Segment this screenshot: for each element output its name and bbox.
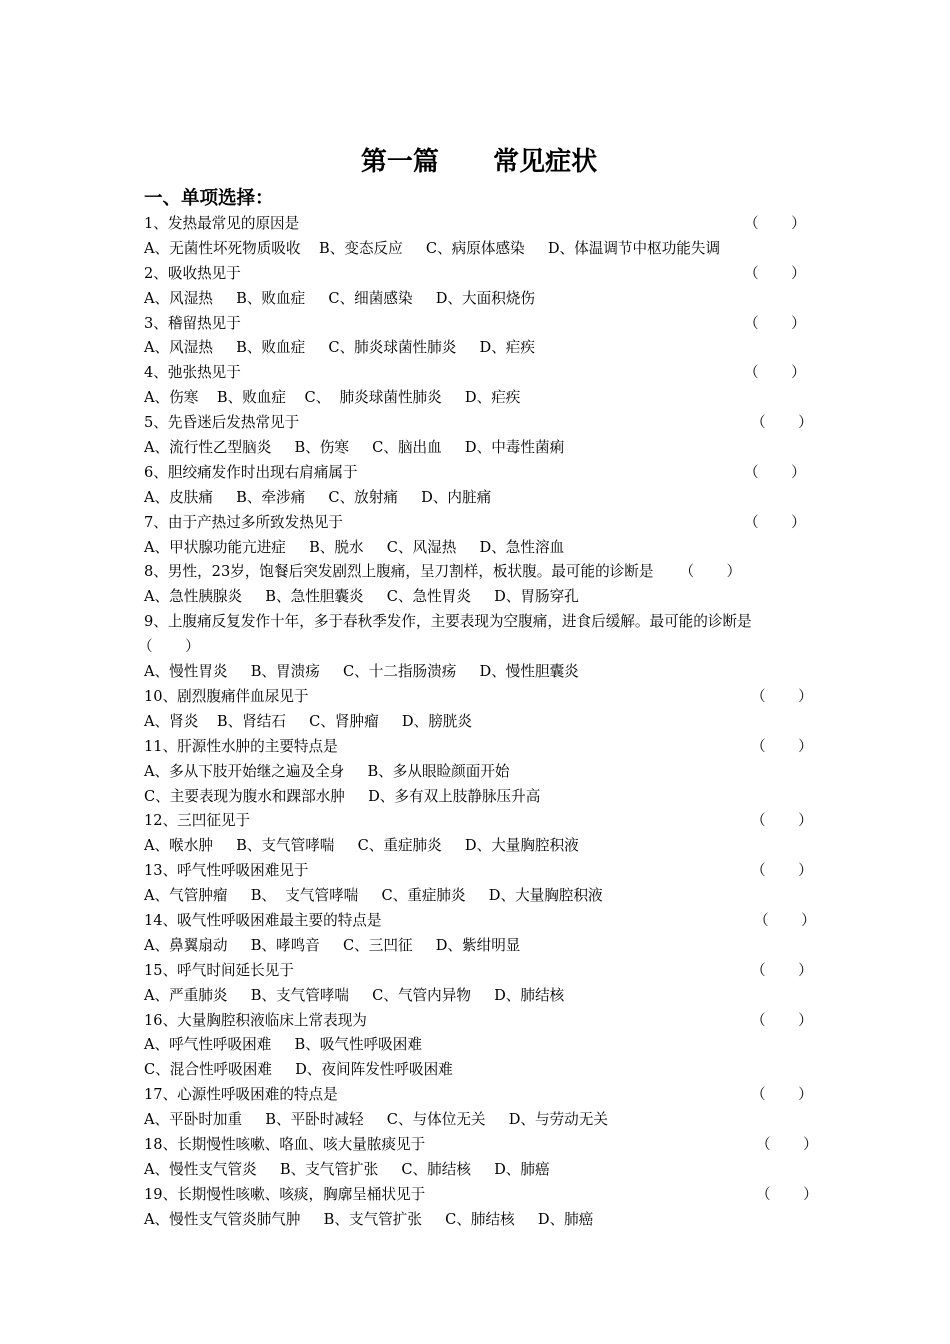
answer-options: A、气管肿瘤 B、 支气管哮喘 C、重症肺炎 D、大量胸腔积液 (144, 887, 603, 905)
question-stem (144, 959, 824, 984)
answer-options: A、急性胰腺炎 B、急性胆囊炎 C、急性胃炎 D、胃肠穿孔 (144, 588, 579, 606)
answer-options: A、多从下肢开始继之遍及全身 B、多从眼睑颜面开始 (144, 762, 510, 780)
answer-blank[interactable]: （ ） (751, 1011, 813, 1029)
question-stem (144, 685, 824, 710)
question-text: 3、稽留热见于 (144, 314, 241, 332)
answer-options: A、平卧时加重 B、平卧时减轻 C、与体位无关 D、与劳动无关 (144, 1111, 608, 1129)
question-text: 11、肝源性水肿的主要特点是 (144, 737, 338, 755)
answer-options: A、风湿热 B、败血症 C、肺炎球菌性肺炎 D、疟疾 (144, 339, 535, 357)
question-text: 13、呼气性呼吸困难见于 (144, 862, 309, 880)
answer-options: A、风湿热 B、败血症 C、细菌感染 D、大面积烧伤 (144, 289, 535, 307)
answer-blank[interactable]: （ ） (754, 911, 816, 929)
answer-blank[interactable]: （ ） (756, 1185, 818, 1203)
answer-options: A、甲状腺功能亢进症 B、脱水 C、风湿热 D、急性溶血 (144, 538, 565, 556)
question-stem (144, 361, 824, 386)
answer-blank[interactable]: （ ） (756, 1135, 818, 1153)
answer-blank[interactable]: （ ） (751, 687, 813, 705)
answer-blank[interactable]: （ ） (744, 215, 806, 232)
answer-options: A、伤寒 B、败血症 C、 肺炎球菌性肺炎 D、疟疾 (144, 389, 521, 407)
answer-blank[interactable]: （ ） (751, 812, 813, 830)
question-stem (138, 610, 824, 660)
question-stem (144, 411, 824, 436)
question-stem (144, 1133, 824, 1158)
question-text: 12、三凹征见于 (144, 812, 251, 830)
question-list (138, 212, 824, 1233)
page-title: 第一篇 常见症状 (360, 147, 598, 177)
question-text: 15、呼气时间延长见于 (144, 961, 294, 979)
question-stem (144, 1183, 824, 1208)
question-text: 7、由于产热过多所致发热见于 (144, 513, 344, 531)
answer-options: A、肾炎 B、肾结石 C、肾肿瘤 D、膀胱炎 (144, 712, 472, 730)
question-text: 6、胆绞痛发作时出现右肩痛属于 (144, 463, 358, 481)
answer-options: A、呼气性呼吸困难 B、吸气性呼吸困难 (144, 1036, 422, 1054)
answer-options: A、慢性支气管炎 B、支气管扩张 C、肺结核 D、肺癌 (144, 1160, 550, 1178)
answer-blank[interactable]: （ ） (751, 737, 813, 755)
answer-blank[interactable]: （ ） (751, 961, 813, 979)
answer-options: C、混合性呼吸困难 D、夜间阵发性呼吸困难 (144, 1061, 453, 1079)
answer-options: A、严重肺炎 B、支气管哮喘 C、气管内异物 D、肺结核 (144, 986, 565, 1004)
question-text: 8、男性，23岁，饱餐后突发剧烈上腹痛，呈刀割样，板状腹。最可能的诊断是 (144, 563, 654, 581)
question-text: 17、心源性呼吸困难的特点是 (144, 1086, 338, 1104)
question-stem (144, 212, 824, 237)
question-text: 14、吸气性呼吸困难最主要的特点是 (144, 911, 382, 929)
question-text: 16、大量胸腔积液临床上常表现为 (144, 1011, 367, 1029)
question-stem (144, 859, 824, 884)
question-stem (144, 1009, 824, 1034)
answer-options: A、喉水肿 B、支气管哮喘 C、重症肺炎 D、大量胸腔积液 (144, 837, 579, 855)
answer-blank[interactable]: （ ） (751, 414, 813, 432)
answer-options: C、主要表现为腹水和踝部水肿 D、多有双上肢静脉压升高 (144, 787, 541, 805)
question-text: 5、先昏迷后发热常见于 (144, 414, 300, 432)
question-text: 1、发热最常见的原因是 (144, 215, 300, 232)
question-stem (144, 560, 824, 585)
answer-options: A、皮肤痛 B、牵涉痛 C、放射痛 D、内脏痛 (144, 488, 492, 506)
question-stem (144, 262, 824, 287)
answer-options: A、无菌性坏死物质吸收 B、变态反应 C、病原体感染 D、体温调节中枢功能失调 (144, 239, 721, 257)
question-stem (144, 735, 824, 760)
answer-options: A、鼻翼扇动 B、哮鸣音 C、三凹征 D、紫绀明显 (144, 936, 521, 954)
answer-options: A、慢性支气管炎肺气肿 B、支气管扩张 C、肺结核 D、肺癌 (144, 1210, 594, 1228)
answer-options: A、流行性乙型脑炎 B、伤寒 C、脑出血 D、中毒性菌痢 (144, 439, 565, 457)
question-text: 19、长期慢性咳嗽、咳痰，胸廓呈桶状见于 (144, 1185, 426, 1203)
answer-blank[interactable]: （ ） (751, 862, 813, 880)
answer-blank[interactable]: （ ） (744, 513, 806, 531)
question-text: 10、剧烈腹痛伴血尿见于 (144, 687, 309, 705)
answer-blank[interactable]: （ ） (744, 314, 806, 332)
question-stem (144, 461, 824, 486)
question-stem (144, 312, 824, 337)
answer-blank[interactable]: （ ） (744, 264, 806, 282)
answer-blank[interactable]: （ ） (744, 463, 806, 481)
question-text: 2、吸收热见于 (144, 264, 241, 282)
question-text: 9、上腹痛反复发作十年，多于春秋季发作，主要表现为空腹痛，进食后缓解。最可能的诊断是 (144, 613, 752, 631)
question-stem (144, 909, 824, 934)
section-heading: 一、单项选择： (144, 188, 274, 209)
answer-options: A、慢性胃炎 B、胃溃疡 C、十二指肠溃疡 D、慢性胆囊炎 (144, 663, 579, 681)
question-text: 4、弛张热见于 (144, 364, 241, 382)
question-stem (144, 1083, 824, 1108)
question-stem (144, 809, 824, 834)
answer-blank[interactable]: （ ） (744, 364, 806, 382)
answer-blank[interactable]: （ ） (679, 563, 742, 581)
answer-blank[interactable]: （ ） (138, 638, 200, 656)
question-stem (144, 511, 824, 536)
answer-blank[interactable]: （ ） (751, 1086, 813, 1104)
question-text: 18、长期慢性咳嗽、咯血、咳大量脓痰见于 (144, 1135, 426, 1153)
